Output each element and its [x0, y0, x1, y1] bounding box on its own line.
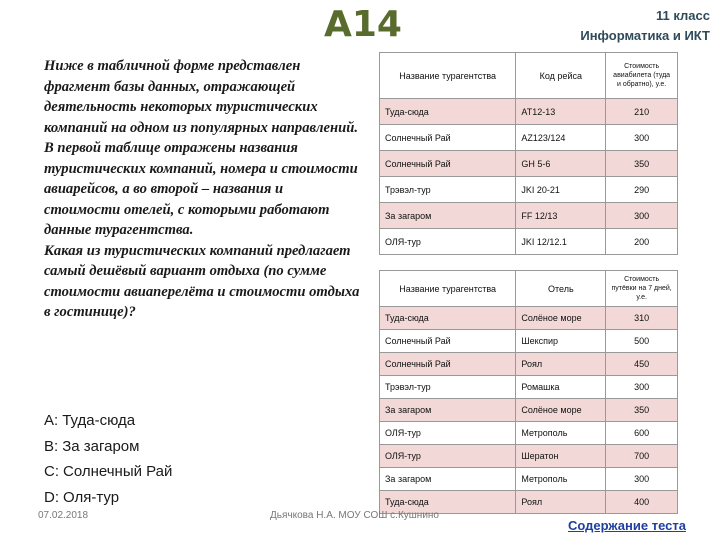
table-cell: 310 — [606, 307, 678, 330]
table-cell: Метрополь — [516, 468, 606, 491]
table-cell: За загаром — [380, 468, 516, 491]
flights-table — [379, 52, 678, 255]
table-row — [380, 177, 678, 203]
table-cell: 300 — [606, 376, 678, 399]
grade-subject-block — [560, 6, 710, 46]
question-text — [44, 56, 362, 323]
footer-date: 07.02.2018 — [38, 510, 89, 521]
table-cell: 400 — [606, 491, 678, 514]
table-cell: 300 — [606, 203, 678, 229]
answer-option-a[interactable]: A: Туда-сюда — [44, 412, 136, 429]
table-cell: Солнечный Рай — [380, 151, 516, 177]
table-cell: Шекспир — [516, 330, 606, 353]
table-cell: JKI 20-21 — [516, 177, 606, 203]
table-header-row — [380, 271, 678, 307]
subject-label: Информатика и ИКТ — [580, 28, 710, 43]
table-cell: 210 — [606, 99, 678, 125]
table-cell: Солнечный Рай — [380, 353, 516, 376]
table-header-cell: Отель — [516, 271, 606, 307]
table-cell: FF 12/13 — [516, 203, 606, 229]
table-row — [380, 99, 678, 125]
table-cell: Роял — [516, 353, 606, 376]
table-cell: Солнечный Рай — [380, 330, 516, 353]
table-cell: 450 — [606, 353, 678, 376]
table-cell: 300 — [606, 468, 678, 491]
table-cell: AZ123/124 — [516, 125, 606, 151]
table-cell: Солёное море — [516, 399, 606, 422]
table-row — [380, 445, 678, 468]
table-cell: 500 — [606, 330, 678, 353]
table-row — [380, 307, 678, 330]
table-row — [380, 422, 678, 445]
table-header-cell: Стоимость авиабилета (туда и обратно), у.е. — [606, 53, 678, 99]
answer-options — [44, 408, 344, 510]
table-row — [380, 125, 678, 151]
footer-author: Дьячкова Н.А. МОУ СОШ с.Кушнино — [270, 510, 439, 521]
table-cell: 350 — [606, 151, 678, 177]
table-cell: 350 — [606, 399, 678, 422]
table-header-cell: Код рейса — [516, 53, 606, 99]
table-cell: Шератон — [516, 445, 606, 468]
table-cell: За загаром — [380, 399, 516, 422]
table-cell: 200 — [606, 229, 678, 255]
table-cell: ОЛЯ-тур — [380, 229, 516, 255]
table-cell: За загаром — [380, 203, 516, 229]
hotels-table — [379, 270, 678, 514]
question-paragraph-context: Ниже в табличной форме представлен фрагмент базы данных, отражающей деятельность некоторых туристических компаний на одном из популярных направлений. В первой таблице отражены названия туристических компаний, номера и стоимости авиарейсов, а во второй – названия и стоимости отелей, с которыми работают данные турагентства. — [44, 58, 358, 238]
table-header-cell: Стоимость путёвки на 7 дней, у.е. — [606, 271, 678, 307]
table-cell: Туда-сюда — [380, 307, 516, 330]
table-row — [380, 203, 678, 229]
table-cell: 300 — [606, 125, 678, 151]
table-cell: Туда-сюда — [380, 99, 516, 125]
table-row — [380, 353, 678, 376]
table-cell: Ромашка — [516, 376, 606, 399]
table-cell: ОЛЯ-тур — [380, 422, 516, 445]
table-cell: Солёное море — [516, 307, 606, 330]
answer-option-c[interactable]: C: Солнечный Рай — [44, 463, 173, 480]
table-row — [380, 468, 678, 491]
question-paragraph-ask: Какая из туристических компаний предлагает самый дешёвый вариант отдыха (по сумме стоимости авиаперелёта и стоимости отдыха в гостинице)? — [44, 242, 360, 320]
table-cell: Туда-сюда — [380, 491, 516, 514]
table-cell: ОЛЯ-тур — [380, 445, 516, 468]
table-row — [380, 376, 678, 399]
table-row — [380, 229, 678, 255]
table-cell: Трэвэл-тур — [380, 376, 516, 399]
table-header-row — [380, 53, 678, 99]
table-cell: 290 — [606, 177, 678, 203]
grade-label: 11 класс — [656, 8, 710, 23]
table-cell: Метрополь — [516, 422, 606, 445]
table-cell: Солнечный Рай — [380, 125, 516, 151]
table-cell: Трэвэл-тур — [380, 177, 516, 203]
table-header-cell: Название турагентства — [380, 53, 516, 99]
slide-title: А14 — [324, 4, 402, 45]
answer-option-b[interactable]: B: За загаром — [44, 437, 140, 455]
table-row — [380, 399, 678, 422]
table-cell: AT12-13 — [516, 99, 606, 125]
table-row — [380, 151, 678, 177]
table-cell: GH 5-6 — [516, 151, 606, 177]
table-cell: 700 — [606, 445, 678, 468]
table-cell: JKI 12/12.1 — [516, 229, 606, 255]
table-cell: Роял — [516, 491, 606, 514]
table-cell: 600 — [606, 422, 678, 445]
table-row — [380, 330, 678, 353]
answer-option-d[interactable]: D: Оля-тур — [44, 488, 120, 506]
table-header-cell: Название турагентства — [380, 271, 516, 307]
table-of-contents-link[interactable]: Содержание теста — [568, 518, 686, 533]
